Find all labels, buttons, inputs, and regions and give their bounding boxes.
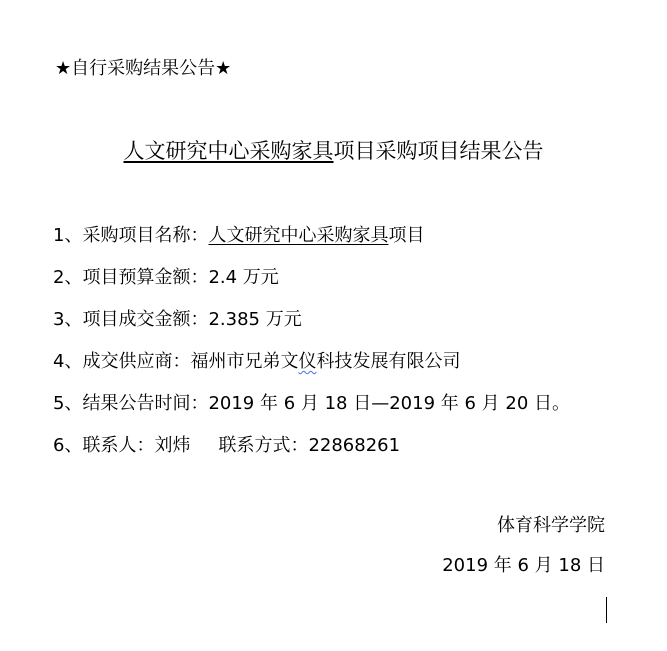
- contact-phone: 22868261: [308, 435, 401, 456]
- project-name-rest: 项目: [388, 225, 425, 246]
- item-label: 2、项目预算金额：: [53, 267, 209, 288]
- announcement-period-value: 2019 年 6 月 18 日—2019 年 6 月 20 日。: [208, 393, 570, 414]
- title-underlined-part: 人文研究中心采购家具: [123, 139, 334, 163]
- deal-amount-value: 2.385 万元: [208, 309, 302, 330]
- item-deal-amount: [53, 306, 570, 348]
- signature-date: 2019 年 6 月 18 日: [442, 555, 605, 576]
- item-label: 6、联系人：: [53, 435, 155, 456]
- project-name-underlined: 人文研究中心采购家具: [208, 225, 389, 246]
- item-project-name: [53, 222, 570, 264]
- document-title: [0, 136, 667, 166]
- supplier-name-pre: 福州市兄弟文: [190, 351, 299, 372]
- signature-org: 体育科学学院: [497, 515, 605, 536]
- supplier-name-post: 科技发展有限公司: [316, 351, 461, 372]
- header-note: ★自行采购结果公告★: [55, 58, 232, 79]
- item-supplier: [53, 348, 570, 390]
- item-label: 1、采购项目名称：: [53, 225, 209, 246]
- item-label: 3、项目成交金额：: [53, 309, 209, 330]
- contact-method-label: 联系方式：: [218, 435, 309, 456]
- info-list: [53, 222, 570, 474]
- contact-person: 刘炜: [154, 435, 191, 456]
- budget-value: 2.4 万元: [208, 267, 279, 288]
- text-cursor[interactable]: [606, 597, 607, 623]
- item-announcement-period: [53, 390, 570, 432]
- spellcheck-flagged-char: 仪: [298, 351, 317, 372]
- title-rest: 项目采购项目结果公告: [333, 139, 544, 163]
- item-label: 5、结果公告时间：: [53, 393, 209, 414]
- item-contact: [53, 432, 570, 474]
- item-budget: [53, 264, 570, 306]
- item-label: 4、成交供应商：: [53, 351, 191, 372]
